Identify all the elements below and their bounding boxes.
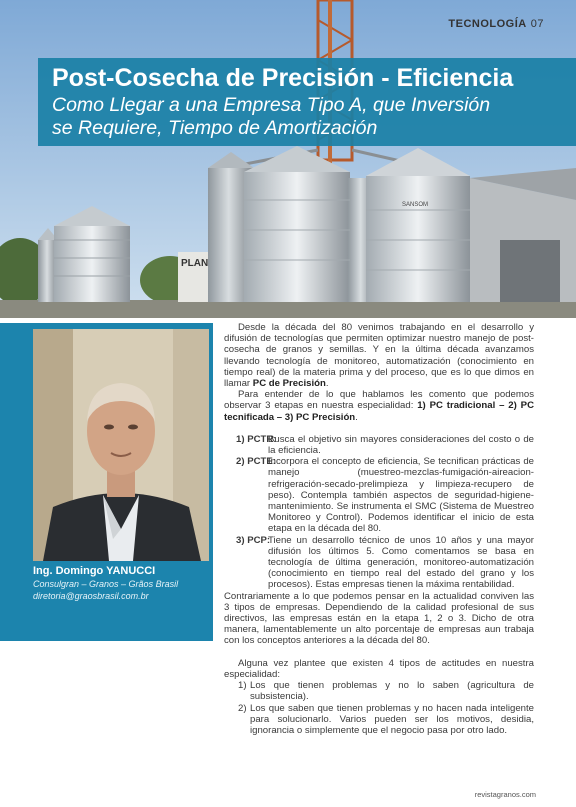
list-item [224,434,534,456]
list-item-text: Busca el objetivo sin mayores consideraciones del costo o de la eficiencia. [268,433,534,457]
list-item-text: Tiene un desarrollo técnico de unos 10 años y una mayor difusión los últimos 5. Como comentamos se basa en tecnología de última generación, monitoreo-automatización (conocimiento en tiempo real del estado del grano y los procesos). Estas empresas tienen la máxima rentabilidad. [268,534,534,591]
paragraph-2-text: Para entender de lo que hablamos les comento que podemos observar 3 etapas en nuestra especialidad: [224,389,534,412]
footer-site[interactable]: revistagranos.com [474,790,536,799]
paragraph-4: Alguna vez plantee que existen 4 tipos de actitudes en nuestra especialidad: [224,657,534,680]
list-item-number: 2) [238,702,247,714]
list-item [224,456,534,534]
stages-list [224,434,534,591]
paragraph-3: Contrariamente a lo que podemos pensar en la actualidad conviven las 3 tipos de empresas. Dependiendo de la calidad profesional de sus directivos, las empresas están en la etapa 1, 2 o 3. Dicho de otra manera, lamentablemente un alto porcentaje de empresas aun trabaja con los conceptos anteriores a la década del 80. [224,590,534,647]
subtitle-line-2: se Requiere, Tiempo de Amortización [52,117,378,139]
list-item [224,535,534,591]
author-email[interactable]: diretoria@graosbrasil.com.br [33,591,149,601]
section-tag [448,18,544,30]
list-item [224,703,534,737]
attitudes-list [224,680,534,736]
author-name: Ing. Domingo YANUCCI [33,565,156,577]
article-subtitle [52,94,572,140]
section-label: TECNOLOGÍA [448,18,527,30]
list-item-number: 1) [238,680,247,692]
list-item-text: Los que saben que tienen problemas y no hacen nada inteligente para solucionarlo. Varios pueden ser los motivos, desidia, ignorancia o simplemente que el negocio pasa por otro lado. [250,702,534,736]
list-item-number: 2) PCTE: [236,456,276,468]
paragraph-1-end: . [325,378,329,390]
hero-image [0,0,576,318]
paragraph-1-bold: PC de Precisión [252,378,326,390]
list-item-text: Incorpora el concepto de eficiencia, Se tecnifican prácticas de manejo (muestreo-mezclas-fumigación-aireacion-refrigeración-secado-prelimpieza y limpieza-recupero de peso). Contempla también aspectos de seguridad-higiene-mantenimiento. Se instrumenta el SMC (Sistema de Muestreo Monitoreo y Control). Podemos identificar el inicio de esta etapa en la década del 80. [268,456,534,535]
paragraph-1-text: Desde la década del 80 venimos trabajando en el desarrollo y difusión de tecnologías que permiten optimizar nuestro manejo de post-cosecha de granos y semillas. Y en la última década avanzamos llevando tecnología de monitoreo, automatización (conocimiento en tiempo real) de la materia prima y del proceso, que es lo que dimos en llamar [224,322,534,390]
article-body [224,322,534,736]
author-photo [33,329,209,561]
paragraph-2 [224,389,534,423]
hero-sign-text: PLAN [181,258,209,269]
list-item [224,680,534,702]
paragraph-2-bold: 1) PC tradicional – 2) PC tecnificada – 3) PC Precisión [224,400,535,423]
article-title: Post-Cosecha de Precisión - Eficiencia [52,64,514,92]
title-banner [38,58,576,146]
list-item-number: 3) PCP: [236,534,271,546]
list-item-text: Los que tienen problemas y no lo saben (agricultura de subsistencia). [250,680,534,703]
author-company: Consulgran – Granos – Grãos Brasil [33,579,179,589]
author-panel [0,323,213,641]
paragraph-1 [224,322,534,389]
page-number: 07 [530,18,544,30]
paragraph-2-end: . [355,411,358,423]
list-item-number: 1) PCTR: [236,433,277,445]
subtitle-line-1: Como Llegar a una Empresa Tipo A, que Inversión [52,94,491,116]
hero-silo-logo: SANSOM [402,202,429,208]
